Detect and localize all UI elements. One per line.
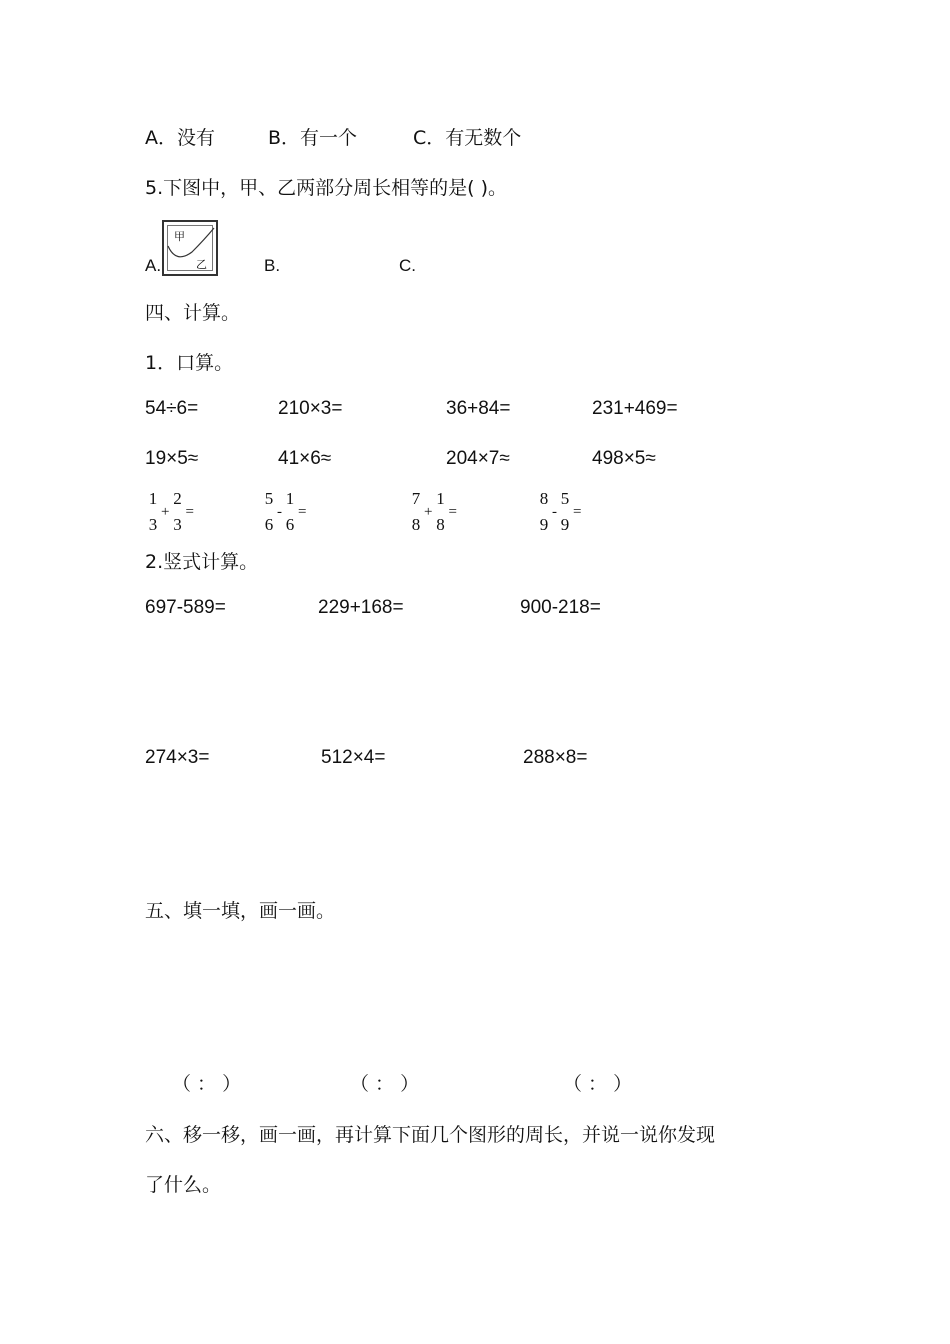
estimate-item: 19×5≈ <box>145 448 199 469</box>
oral-calc-title: 1．口算。 <box>145 352 234 374</box>
figure-label-jia: 甲 <box>174 230 185 243</box>
vertical-calc-title: 2.竖式计算。 <box>145 551 259 573</box>
vertical-item: 512×4= <box>321 747 386 768</box>
operator: + <box>424 503 433 520</box>
fraction-expression <box>146 486 195 538</box>
denominator: 9 <box>539 515 549 534</box>
numerator: 7 <box>411 489 421 508</box>
equals-sign: = <box>573 503 582 520</box>
oral-item: 54÷6= <box>145 398 199 419</box>
fraction-expression <box>409 486 458 538</box>
dividing-curve <box>164 222 216 274</box>
vertical-item: 697-589= <box>145 597 226 618</box>
q5-option-b: B. <box>264 256 281 275</box>
fraction-expression <box>262 486 307 538</box>
section-5-title: 五、填一填，画一画。 <box>145 900 336 922</box>
numerator: 2 <box>173 489 182 508</box>
equals-sign: = <box>448 503 457 520</box>
option-b: B．有一个 <box>268 127 358 149</box>
numerator: 1 <box>436 489 445 508</box>
section-4-title: 四、计算。 <box>145 302 241 324</box>
ratio-blank: （ ： ） <box>172 1073 242 1095</box>
estimate-item: 498×5≈ <box>592 448 656 469</box>
q5-option-c: C. <box>399 256 416 275</box>
fraction-expression <box>537 486 582 538</box>
section-6-title: 六、移一移，画一画，再计算下面几个图形的周长，并说一说你发现 <box>145 1124 716 1146</box>
section-6-title-cont: 了什么。 <box>145 1174 222 1196</box>
q5-option-a: A. <box>145 256 162 275</box>
oral-item: 210×3= <box>278 398 343 419</box>
equals-sign: = <box>298 503 307 520</box>
denominator: 6 <box>264 515 274 534</box>
numerator: 1 <box>148 489 158 508</box>
oral-item: 36+84= <box>446 398 511 419</box>
estimate-item: 41×6≈ <box>278 448 332 469</box>
vertical-item: 900-218= <box>520 597 601 618</box>
oral-item: 231+469= <box>592 398 678 419</box>
numerator: 5 <box>264 489 274 508</box>
option-c: C．有无数个 <box>413 127 522 149</box>
denominator: 3 <box>148 515 158 534</box>
operator: - <box>552 503 557 520</box>
operator: - <box>277 503 282 520</box>
denominator: 9 <box>560 515 570 534</box>
denominator: 3 <box>173 515 182 534</box>
ratio-blank: （ ： ） <box>563 1073 633 1095</box>
vertical-item: 288×8= <box>523 747 588 768</box>
vertical-item: 229+168= <box>318 597 404 618</box>
vertical-item: 274×3= <box>145 747 210 768</box>
numerator: 5 <box>560 489 570 508</box>
denominator: 8 <box>436 515 445 534</box>
q5-figure-a <box>162 220 218 276</box>
estimate-item: 204×7≈ <box>446 448 510 469</box>
numerator: 1 <box>285 489 295 508</box>
numerator: 8 <box>539 489 549 508</box>
equals-sign: = <box>185 503 194 520</box>
denominator: 8 <box>411 515 421 534</box>
ratio-blank: （ ： ） <box>350 1073 420 1095</box>
figure-label-yi: 乙 <box>196 258 207 271</box>
denominator: 6 <box>285 515 295 534</box>
question-5: 5.下图中，甲、乙两部分周长相等的是( )。 <box>145 177 507 199</box>
operator: + <box>161 503 170 520</box>
option-a: A．没有 <box>145 127 215 149</box>
